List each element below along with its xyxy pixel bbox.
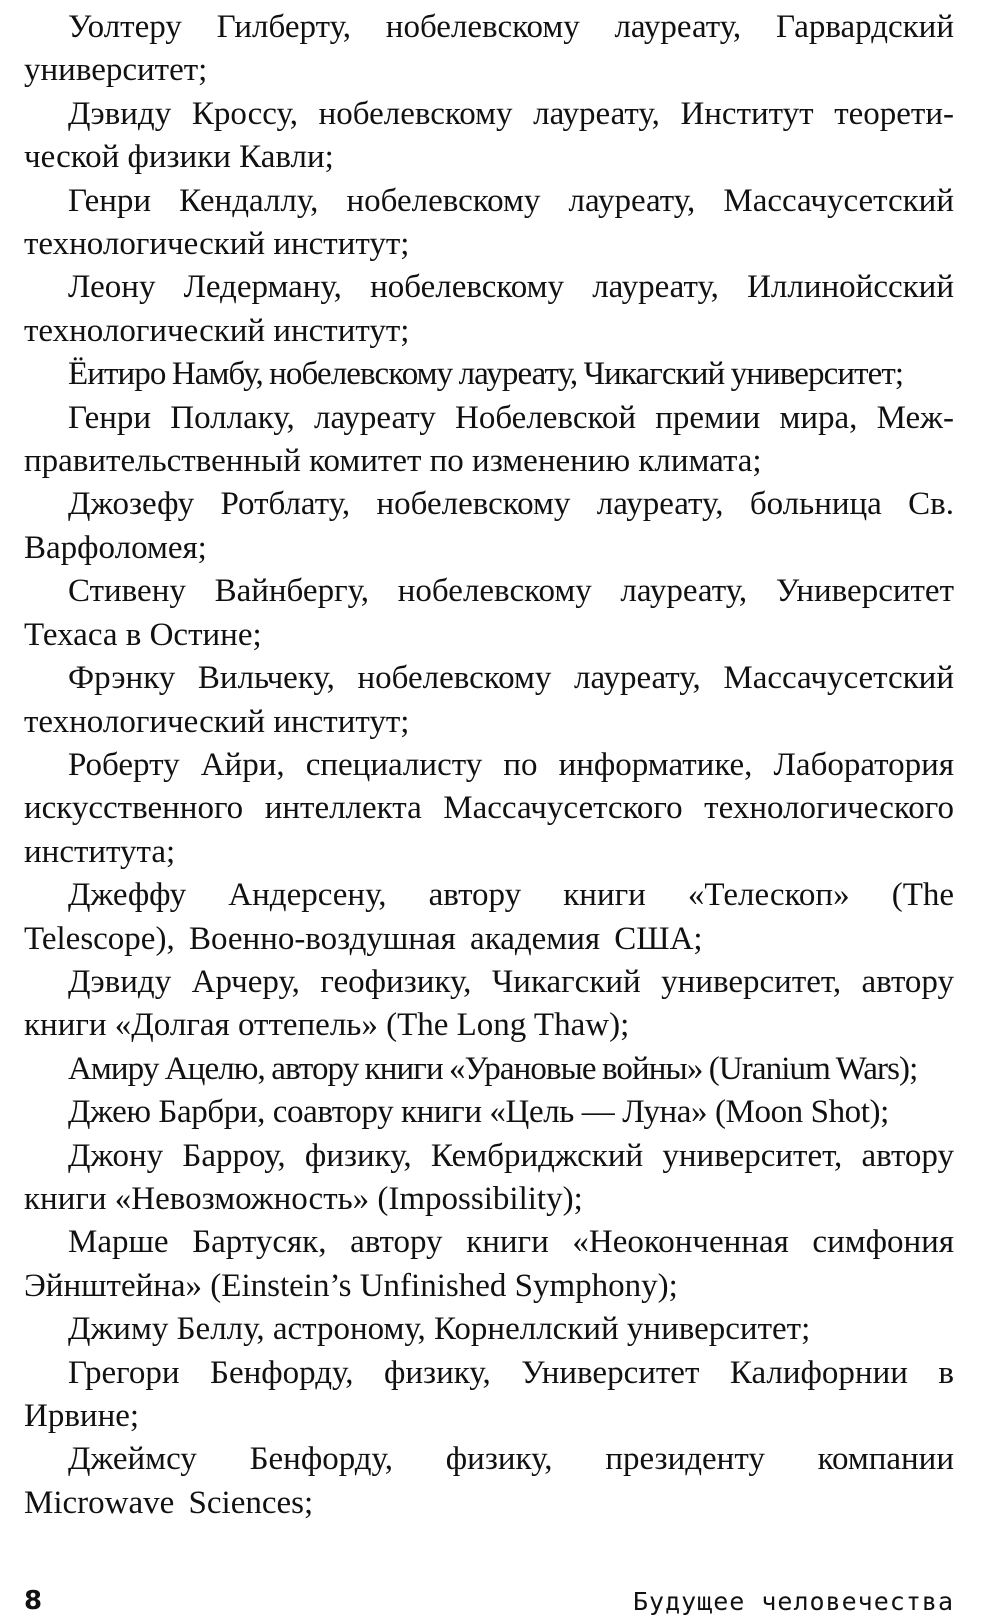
paragraph-gilbert: Уолтеру Гилберту, нобелевскому лауреату, Гарвардский университет; [24,9,954,89]
paragraph-nambu: Ёитиро Намбу, нобелевскому лауреату, Чикагский университет; [68,356,904,393]
paragraph-rotblat: Джозефу Ротблату, нобелевскому лауреату, больница Св. Варфоломея; [24,486,954,566]
paragraph-pollack: Генри Поллаку, лауреату Нобелевской премии мира, Межправительственный комитет по изменению климата; [24,399,954,480]
paragraph-barbree: Джею Барбри, соавтору книги «Цель — Луна» (Moon Shot); [68,1094,889,1131]
paragraph-wilczek: Фрэнку Вильчеку, нобелевскому лауреату, Массачусетский технологический институт; [24,660,954,740]
paragraph-lederman: Леону Ледерману, нобелевскому лауреату, Иллинойсский технологический институт; [24,269,954,349]
paragraph-gregory-benford: Грегори Бенфорду, физику, Университет Калифорнии в Ирвине; [24,1354,954,1434]
page-footer [24,1585,954,1617]
paragraph-weinberg: Стивену Вайнбергу, нобелевскому лауреату, Университет Техаса в Остине; [24,573,954,653]
paragraph-bell: Джиму Беллу, астроному, Корнеллский университет; [68,1311,811,1348]
paragraph-bartusiak: Марше Бартусяк, автору книги «Неоконченная симфония Эйнштейна» (Einstein’s Unfinished Symphony); [24,1224,954,1304]
paragraph-andersen: Джеффу Андерсену, автору книги «Телескоп» (The Telescope), Военно-воздушная академия США; [24,877,954,957]
page-number: 8 [24,1586,43,1616]
paragraph-barrow: Джону Барроу, физику, Кембриджский университет, автору книги «Невозможность» (Impossibility); [24,1137,954,1217]
paragraph-airey: Роберту Айри, специалисту по информатике, Лаборатория искусственного интеллекта Массачусетского технологического института; [24,746,954,870]
running-title: Будущее человечества [632,1586,954,1616]
paragraph-archer: Дэвиду Арчеру, геофизику, Чикагский университет, автору книги «Долгая оттепель» (The Long Thaw); [24,963,954,1044]
paragraph-james-benford: Джеймсу Бенфорду, физику, президенту компании Microwave Sciences; [24,1441,954,1521]
paragraph-aczel: Амиру Ацелю, автору книги «Урановые войны» (Uranium Wars); [68,1050,918,1087]
paragraph-gross: Дэвиду Кроссу, нобелевскому лауреату, Институт теоретической физики Кавли; [24,95,954,176]
acknowledgements-text [24,6,954,1525]
paragraph-kendall: Генри Кендаллу, нобелевскому лауреату, Массачусетский технологический институт; [24,182,954,263]
